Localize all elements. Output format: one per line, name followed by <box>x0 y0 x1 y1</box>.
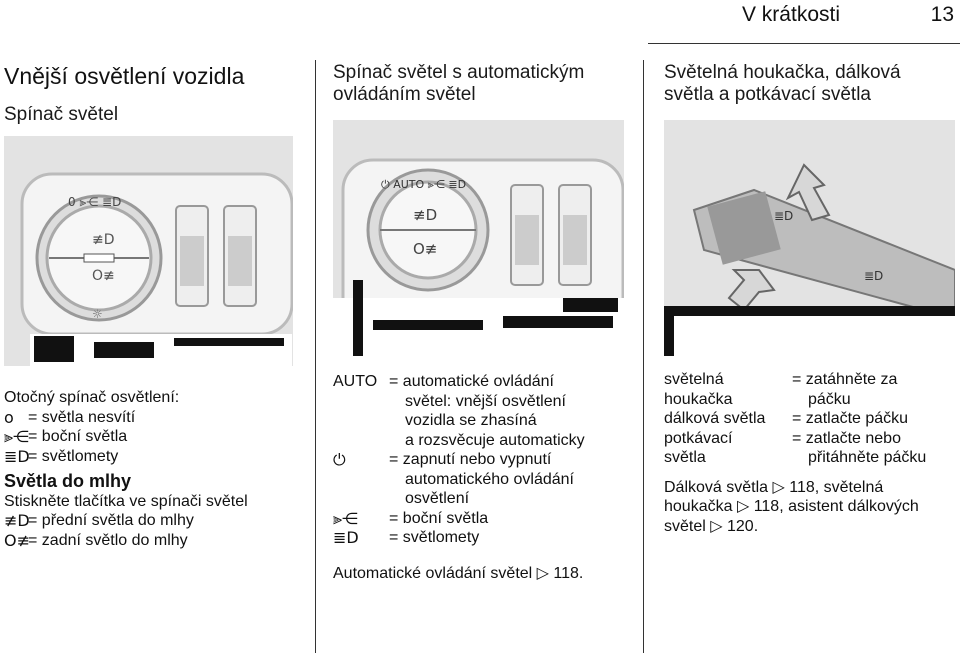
beam-references: Dálková světla ▷ 118, světelná houkačka ▷ 118, asistent dálkových světel ▷ 120. <box>664 478 919 535</box>
def-flash: světelná houkačka = zatáhněte za páčku <box>664 371 898 408</box>
svg-text:0 ⫸⋲ ≣D: 0 ⫸⋲ ≣D <box>68 195 122 209</box>
svg-text:≢D: ≢D <box>413 206 438 224</box>
auto-switch-illustration <box>333 120 624 356</box>
svg-text:⏻ AUTO ⫸⋲ ≣D: ⏻ AUTO ⫸⋲ ≣D <box>381 178 467 191</box>
legend-intro: Otočný spínač osvětlení: <box>4 389 180 406</box>
section-subheading: Spínač světel <box>4 104 119 125</box>
page-number: 13 <box>930 3 954 26</box>
section-heading: Vnější osvětlení vozidla <box>4 63 245 89</box>
auto-light-reference: Automatické ovládání světel ▷ 118. <box>333 564 584 582</box>
stalk-figure <box>664 120 955 356</box>
legend-item: o = světla nesvítí <box>4 407 136 427</box>
beam-heading: Světelná houkačka, dálková světla a potkávací světla <box>664 62 901 105</box>
column-divider <box>315 60 316 653</box>
header-title: V krátkosti <box>741 3 840 26</box>
stalk-illustration <box>664 120 955 356</box>
header-rule <box>648 43 960 44</box>
svg-text:O≢: O≢ <box>413 240 438 258</box>
def-auto: AUTO = automatické ovládání světel: vnější osvětlení vozidla se zhasíná a rozsvěcuje automaticky <box>333 373 585 449</box>
auto-light-legend <box>333 372 638 583</box>
def-power: ⏻ = zapnutí nebo vypnutí automatického ovládání osvětlení <box>333 450 574 507</box>
svg-text:≢D: ≢D <box>92 232 115 248</box>
fog-item: ≢D = přední světla do mlhy <box>4 511 194 530</box>
legend-item: ≣D = světlomety <box>4 446 119 466</box>
svg-text:≣D: ≣D <box>774 209 794 223</box>
light-switch-figure <box>4 136 293 366</box>
side-lights-icon: ⫸⋲ <box>333 508 359 528</box>
fog-title: Světla do mlhy <box>4 471 132 491</box>
def-high-beam: dálková světla = zatlačte páčku <box>664 410 909 427</box>
legend-item: ⫸⋲ = boční světla <box>4 427 128 446</box>
fog-intro: Stiskněte tlačítka ve spínači světel <box>4 492 248 510</box>
svg-text:≣D: ≣D <box>864 269 884 283</box>
page-header <box>0 0 960 44</box>
def-headlights: ≣D = světlomety <box>333 528 480 547</box>
auto-light-heading: Spínač světel s automatickým ovládáním světel <box>333 62 585 105</box>
def-low-beam: potkávací světla = zatlačte nebo přitáhněte páčku <box>664 429 927 466</box>
light-switch-legend <box>4 388 309 550</box>
fog-item: O≢ = zadní světlo do mlhy <box>4 530 188 550</box>
headlights-icon: ≣D <box>333 528 359 547</box>
light-switch-illustration <box>4 136 293 366</box>
column-divider <box>643 60 644 653</box>
def-side-lights: ⫸⋲ = boční světla <box>333 508 489 528</box>
svg-text:☼: ☼ <box>92 307 103 321</box>
svg-text:O≢: O≢ <box>92 268 115 284</box>
power-icon: ⏻ <box>333 450 346 469</box>
beam-legend <box>664 370 956 536</box>
auto-switch-figure <box>333 120 624 356</box>
